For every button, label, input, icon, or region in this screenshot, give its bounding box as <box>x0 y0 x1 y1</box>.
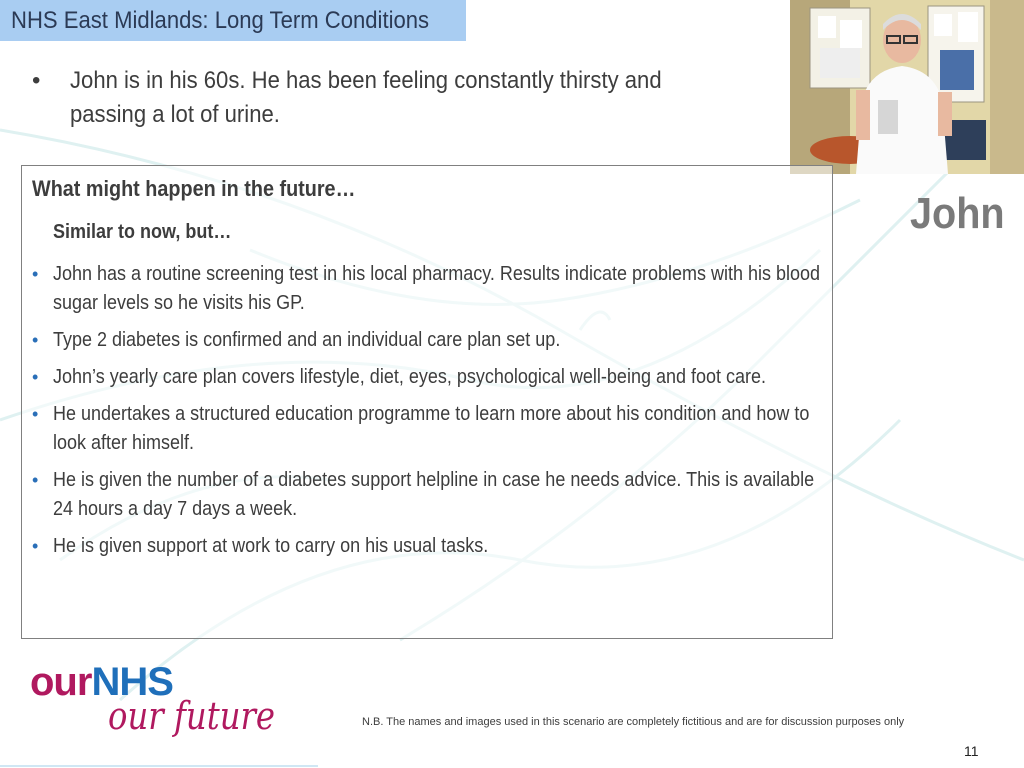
bottom-divider <box>0 765 318 767</box>
bullet-dot: • <box>32 264 39 284</box>
header-bar <box>0 0 466 41</box>
scenario-bullet-list <box>30 260 830 569</box>
disclaimer-footnote: N.B. The names and images used in this scenario are completely fictitious and are for discussion purposes only <box>362 716 905 728</box>
list-item <box>30 532 830 561</box>
box-subheading: Similar to now, but… <box>53 221 232 243</box>
bullet-dot: • <box>32 470 39 490</box>
bullet-dot: • <box>32 367 39 387</box>
bullet-dot: • <box>32 404 39 424</box>
page-number: 11 <box>964 743 979 759</box>
list-item-text: John has a routine screening test in his local pharmacy. Results indicate problems with his blood sugar levels so he visits his GP. <box>53 263 821 314</box>
name-label: John <box>910 189 1005 238</box>
intro-bullet-dot: • <box>32 67 41 94</box>
list-item-text: He is given the number of a diabetes support helpline in case he needs advice. This is available 24 hours a day 7 days a week. <box>53 469 815 520</box>
list-item <box>30 466 830 524</box>
logo-nhs-text: NHS <box>91 660 173 704</box>
list-item-text: Type 2 diabetes is confirmed and an individual care plan set up. <box>53 329 561 351</box>
intro-text: John is in his 60s. He has been feeling constantly thirsty and passing a lot of urine. <box>70 67 662 128</box>
our-nhs-our-future-logo <box>30 660 310 740</box>
john-photo-illustration <box>790 0 1024 174</box>
list-item-text: He is given support at work to carry on his usual tasks. <box>53 535 489 557</box>
list-item-text: John’s yearly care plan covers lifestyle, diet, eyes, psychological well-being and foot care. <box>53 366 767 388</box>
bullet-dot: • <box>32 330 39 350</box>
list-item-text: He undertakes a structured education programme to learn more about his condition and how to look after himself. <box>53 403 810 454</box>
list-item <box>30 400 830 458</box>
future-scenario-box <box>21 165 833 639</box>
list-item <box>30 260 830 318</box>
logo-tagline: our future <box>108 694 276 738</box>
logo-our-text: our <box>30 660 92 704</box>
bullet-dot: • <box>32 536 39 556</box>
header-title: NHS East Midlands: Long Term Conditions <box>11 7 430 34</box>
list-item <box>30 363 830 392</box>
list-item <box>30 326 830 355</box>
box-heading: What might happen in the future… <box>32 176 356 201</box>
intro-bullet <box>32 64 752 132</box>
john-photo <box>790 0 1024 174</box>
